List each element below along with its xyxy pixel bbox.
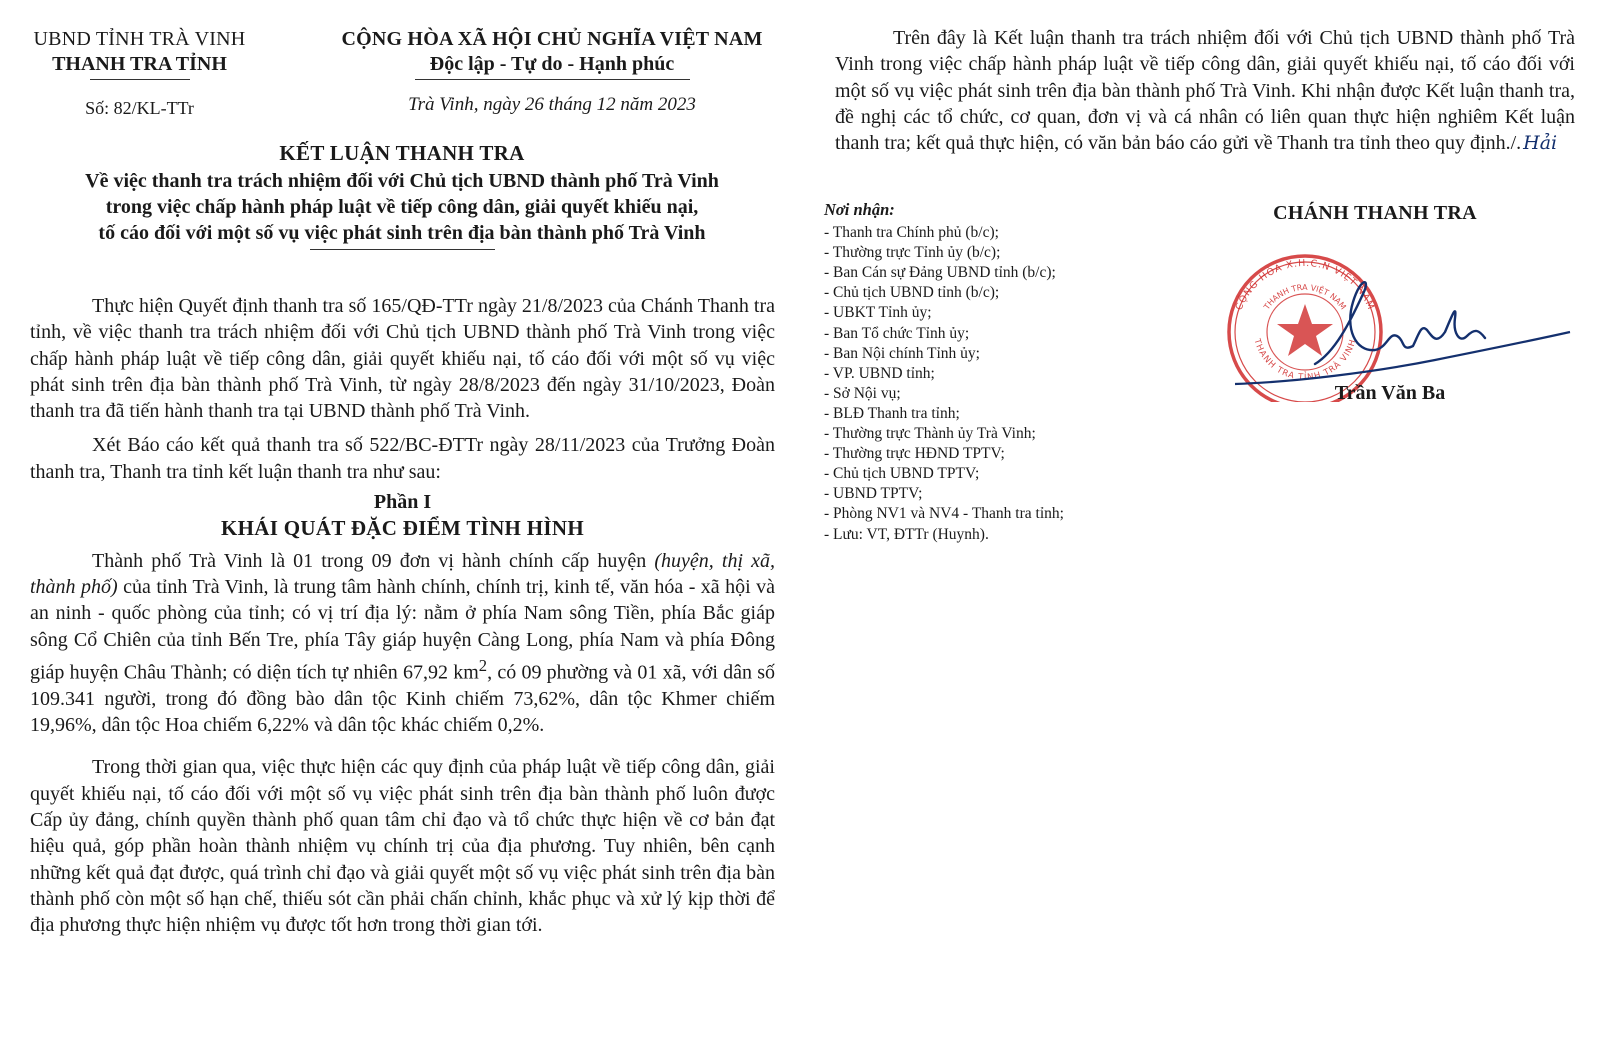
- paragraph-decision: Thực hiện Quyết định thanh tra số 165/QĐ-TTr ngày 21/8/2023 của Chánh Thanh tra tỉnh, về việc thanh tra trách nhiệm đối với Chủ tịch UBND thành phố Trà Vinh trong việc chấp hành pháp luật về tiếp công dân, giải quyết khiếu nại, tố cáo đối với một số vụ việc phát sinh trên địa bàn thành phố Trà Vinh, từ ngày 28/8/2023 đến ngày 31/10/2023, Đoàn thanh tra đã tiến hành thanh tra tại UBND thành phố Trà Vinh.: [30, 295, 775, 423]
- paragraph-overview: Thành phố Trà Vinh là 01 trong 09 đơn vị hành chính cấp huyện (huyện, thị xã, thành phố) của tỉnh Trà Vinh, là trung tâm hành chính, chính trị, kinh tế, văn hóa - xã hội và an ninh - quốc phòng của tỉnh; có vị trí địa lý: nằm ở phía Nam sông Tiền, phía Bắc giáp sông Cổ Chiên của tỉnh Bến Tre, phía Tây giáp huyện Càng Long, phía Nam và phía Đông giáp huyện Châu Thành; có diện tích tự nhiên 67,92 $km^2$, có 09 phường và 01 xã, với dân số 109.341 người, trong đó đồng bào dân tộc Kinh chiếm 73,62%, dân tộc Khmer chiếm 19,96%, dân tộc Hoa chiếm 6,22% và dân tộc khác chiếm 0,2%.: [30, 549, 775, 737]
- seal-star-icon: [1277, 304, 1333, 356]
- official-seal-with-signature: [1175, 232, 1575, 402]
- recipient-item: - Ban Cán sự Đảng UBND tỉnh (b/c);: [824, 264, 1056, 282]
- subject-line-3: tố cáo đối với một số vụ việc phát sinh trên địa bàn thành phố Trà Vinh: [98, 222, 706, 244]
- recipient-item: - Thường trực Tỉnh ủy (b/c);: [824, 244, 1001, 262]
- document-number: Số: 82/KL-TTr: [85, 98, 194, 118]
- national-motto: Độc lập - Tự do - Hạnh phúc: [429, 53, 675, 75]
- document-page-2: [824, 0, 1580, 1039]
- document-page-1: [22, 0, 782, 1039]
- subject-line-1: Về việc thanh tra trách nhiệm đối với Chủ tịch UBND thành phố Trà Vinh: [85, 170, 719, 192]
- recipient-item: - BLĐ Thanh tra tỉnh;: [824, 404, 960, 422]
- svg-text:CỘNG HÒA X.H.C.N VIỆT NAM: CỘNG HÒA X.H.C.N VIỆT NAM: [1233, 257, 1377, 312]
- svg-text:THANH TRA VIỆT NAM: THANH TRA VIỆT NAM: [1262, 282, 1348, 312]
- svg-text:THANH TRA TỈNH TRÀ VINH: THANH TRA TỈNH TRÀ VINH: [1251, 337, 1359, 383]
- header-left-rule: [90, 79, 190, 80]
- recipient-item: - VP. UBND tỉnh;: [824, 364, 935, 382]
- signer-title: CHÁNH THANH TRA: [1273, 202, 1477, 224]
- closing-text: Trên đây là Kết luận thanh tra trách nhiệm đối với Chủ tịch UBND thành phố Trà Vinh trong việc chấp hành pháp luật về tiếp công dân, giải quyết khiếu nại, tố cáo đối với một số vụ việc phát sinh trên địa bàn thành phố Trà Vinh. Khi nhận được Kết luận thanh tra, đề nghị các tổ chức, cơ quan, đơn vị và cá nhân có liên quan thực hiện nghiêm Kết luận thanh tra; kết quả thực hiện, có văn bản báo cáo gửi về Thanh tra tỉnh theo quy định./.: [835, 27, 1575, 155]
- recipient-item: - Chủ tịch UBND TPTV;: [824, 465, 980, 483]
- recipient-item: - Ban Tổ chức Tỉnh ủy;: [824, 324, 970, 342]
- office-name: THANH TRA TỈNH: [52, 53, 227, 75]
- recipients-block: [824, 200, 1174, 545]
- section-label: Phần I: [373, 491, 432, 514]
- signature-block: [1175, 202, 1575, 404]
- recipient-item: - Chủ tịch UBND tỉnh (b/c);: [824, 284, 1000, 302]
- section-heading: [30, 489, 775, 542]
- document-title-block: [22, 141, 782, 250]
- recipient-item: - Thường trực HĐND TPTV;: [824, 445, 1005, 463]
- recipient-item: - Phòng NV1 và NV4 - Thanh tra tỉnh;: [824, 505, 1064, 523]
- recipient-item: - Ban Nội chính Tỉnh ủy;: [824, 344, 980, 362]
- nation-title: CỘNG HÒA XÃ HỘI CHỦ NGHĨA VIỆT NAM: [341, 28, 763, 50]
- recipient-item: - UBND TPTV;: [824, 485, 923, 503]
- recipient-item: - Lưu: VT, ĐTTr (Huynh).: [824, 525, 989, 543]
- paragraph-assessment: Trong thời gian qua, việc thực hiện các quy định của pháp luật về tiếp công dân, giải quyết khiếu nại, tố cáo đối với một số vụ việc phát sinh trên địa bàn thành phố luôn được Cấp ủy đảng, chính quyền thành phố quan tâm chỉ đạo và tổ chức thực hiện về cơ bản đạt hiệu quả, góp phần hoàn thành nhiệm vụ chính trị của địa phương. Tuy nhiên, bên cạnh những kết quả đạt được, quá trình chỉ đạo và giải quyết một số vụ việc phát sinh trên địa bàn thành phố còn một số hạn chế, thiếu sót cần phải chấn chỉnh, khắc phục và xử lý kịp thời để địa phương thực hiện nhiệm vụ được tốt hơn trong thời gian tới.: [30, 756, 775, 937]
- recipient-item: - Thường trực Thành ủy Trà Vinh;: [824, 425, 1036, 443]
- recipient-item: - UBKT Tỉnh ủy;: [824, 304, 932, 322]
- agency-name: UBND TỈNH TRÀ VINH: [33, 28, 246, 50]
- document-title: KẾT LUẬN THANH TRA: [279, 141, 525, 165]
- title-rule: [310, 249, 495, 250]
- section-title: KHÁI QUÁT ĐẶC ĐIỂM TÌNH HÌNH: [221, 516, 584, 541]
- italic-note: (huyện, thị xã, thành phố): [30, 549, 775, 598]
- national-header-block: [322, 28, 782, 116]
- document-date: Trà Vinh, ngày 26 tháng 12 năm 2023: [408, 94, 696, 115]
- subject-line-2: trong việc chấp hành pháp luật về tiếp công dân, giải quyết khiếu nại,: [105, 196, 699, 218]
- closing-statement: [835, 25, 1575, 156]
- issuing-agency-block: [22, 28, 257, 119]
- document-subject: [22, 168, 782, 246]
- recipients-label: Nơi nhận:: [824, 200, 895, 219]
- header-right-rule: [415, 79, 690, 80]
- handwritten-initial: Hải: [1523, 132, 1558, 155]
- recipient-item: - Sở Nội vụ;: [824, 384, 901, 402]
- document-body: [30, 293, 775, 938]
- signer-name: Trần Văn Ba: [1334, 382, 1446, 404]
- recipient-item: - Thanh tra Chính phủ (b/c);: [824, 224, 999, 242]
- paragraph-report: Xét Báo cáo kết quả thanh tra số 522/BC-ĐTTr ngày 28/11/2023 của Trưởng Đoàn thanh tra, Thanh tra tỉnh kết luận thanh tra như sau:: [30, 434, 775, 483]
